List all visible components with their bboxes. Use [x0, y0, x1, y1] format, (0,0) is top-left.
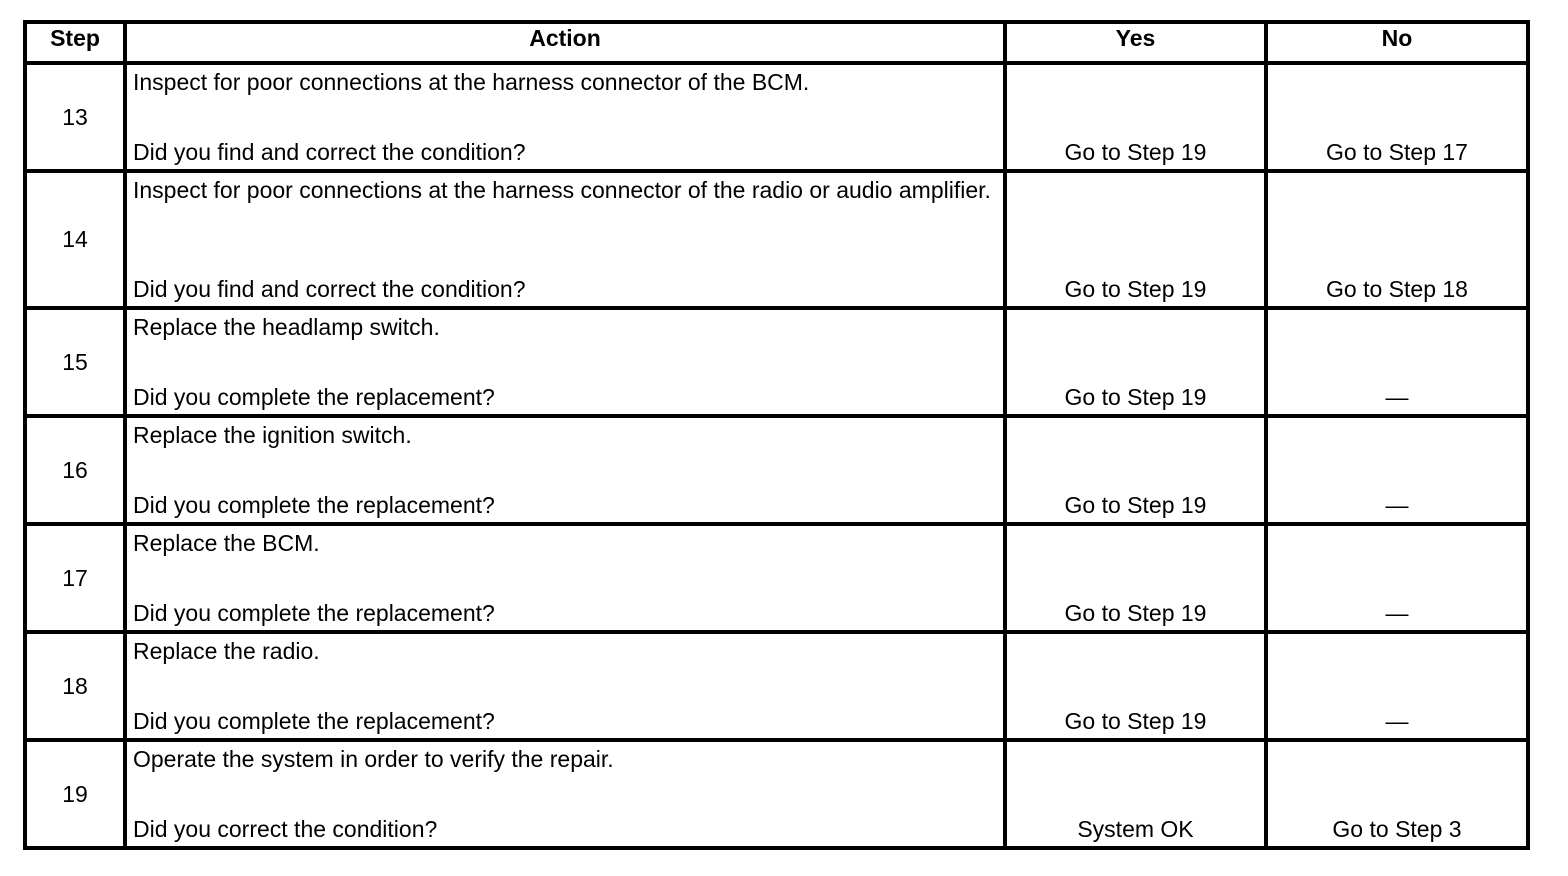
yes-result: Go to Step 19: [1005, 308, 1266, 416]
no-result: —: [1266, 308, 1528, 416]
yes-result: Go to Step 19: [1005, 632, 1266, 740]
action-cell: [125, 524, 1005, 632]
header-no: No: [1266, 22, 1528, 63]
yes-result: Go to Step 19: [1005, 524, 1266, 632]
step-number: 18: [25, 632, 125, 740]
action-instruction: Inspect for poor connections at the harness connector of the BCM.: [133, 69, 810, 95]
diagnostic-table: [23, 20, 1530, 850]
table-row: [25, 524, 1528, 632]
table-row: [25, 308, 1528, 416]
header-action: Action: [125, 22, 1005, 63]
action-instruction: Inspect for poor connections at the harness connector of the radio or audio amplifier.: [133, 177, 991, 203]
step-number: 19: [25, 740, 125, 848]
no-result: —: [1266, 632, 1528, 740]
action-cell: [125, 632, 1005, 740]
action-cell: [125, 416, 1005, 524]
header-step: Step: [25, 22, 125, 63]
no-result: —: [1266, 524, 1528, 632]
action-instruction: Replace the radio.: [133, 638, 320, 664]
action-question: Did you find and correct the condition?: [133, 276, 526, 302]
action-question: Did you complete the replacement?: [133, 492, 495, 518]
yes-result: System OK: [1005, 740, 1266, 848]
table-header: [25, 22, 1528, 63]
header-row: [25, 22, 1528, 63]
action-question: Did you find and correct the condition?: [133, 139, 526, 165]
step-number: 17: [25, 524, 125, 632]
yes-result: Go to Step 19: [1005, 416, 1266, 524]
header-yes: Yes: [1005, 22, 1266, 63]
step-number: 16: [25, 416, 125, 524]
action-cell: [125, 171, 1005, 308]
no-result: Go to Step 17: [1266, 63, 1528, 171]
step-number: 14: [25, 171, 125, 308]
step-number: 13: [25, 63, 125, 171]
action-cell: [125, 740, 1005, 848]
action-cell: [125, 63, 1005, 171]
action-instruction: Replace the BCM.: [133, 530, 320, 556]
no-result: —: [1266, 416, 1528, 524]
no-result: Go to Step 3: [1266, 740, 1528, 848]
yes-result: Go to Step 19: [1005, 63, 1266, 171]
table-row: [25, 416, 1528, 524]
table-row: [25, 740, 1528, 848]
table-body: [25, 63, 1528, 848]
table-row: [25, 63, 1528, 171]
table-row: [25, 171, 1528, 308]
action-instruction: Operate the system in order to verify the repair.: [133, 746, 614, 772]
action-instruction: Replace the headlamp switch.: [133, 314, 440, 340]
action-question: Did you correct the condition?: [133, 816, 438, 842]
no-result: Go to Step 18: [1266, 171, 1528, 308]
table-row: [25, 632, 1528, 740]
action-instruction: Replace the ignition switch.: [133, 422, 412, 448]
action-cell: [125, 308, 1005, 416]
action-question: Did you complete the replacement?: [133, 600, 495, 626]
step-number: 15: [25, 308, 125, 416]
yes-result: Go to Step 19: [1005, 171, 1266, 308]
action-question: Did you complete the replacement?: [133, 708, 495, 734]
action-question: Did you complete the replacement?: [133, 384, 495, 410]
